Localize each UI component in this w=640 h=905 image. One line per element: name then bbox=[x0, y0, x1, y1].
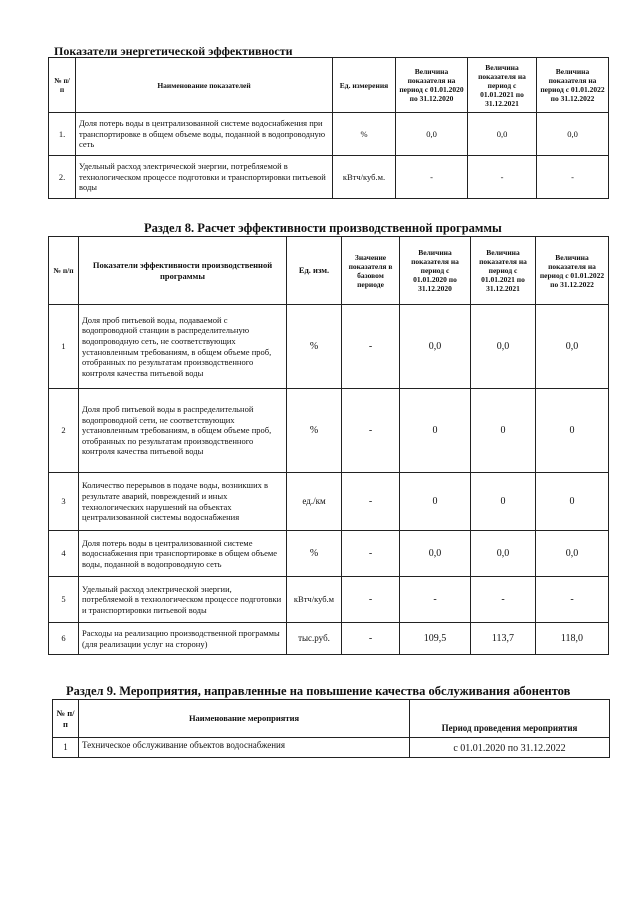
header-num: № п/п bbox=[49, 237, 79, 305]
row-base: - bbox=[342, 531, 400, 577]
row-2020: 0 bbox=[400, 389, 471, 473]
row-unit: % bbox=[333, 113, 396, 156]
header-name: Наименование мероприятия bbox=[79, 700, 410, 738]
row-2021: 113,7 bbox=[471, 623, 536, 655]
header-period: Период проведения мероприятия bbox=[410, 700, 610, 738]
row-unit: % bbox=[287, 305, 342, 389]
row-name: Доля потерь воды в централизованной системе водоснабжения при транспортировке в общем объеме воды, поданной в водопроводную сеть bbox=[76, 113, 333, 156]
header-2021: Величина показателя на период с 01.01.2021 по 31.12.2021 bbox=[468, 58, 537, 113]
row-name: Количество перерывов в подаче воды, возникших в результате аварий, повреждений и иных технологических нарушений на объектах централизованной системы водоснабжения bbox=[79, 473, 287, 531]
row-period: с 01.01.2020 по 31.12.2022 bbox=[410, 738, 610, 758]
row-2020: - bbox=[396, 156, 468, 199]
row-base: - bbox=[342, 623, 400, 655]
row-name: Удельный расход электрической энергии, потребляемой в технологическом процессе подготовки и транспортировки питьевой воды bbox=[76, 156, 333, 199]
energy-section-title: Показатели энергетической эффективности bbox=[54, 44, 293, 58]
row-name: Доля проб питьевой воды, подаваемой с водопроводной станции в распределительную водопроводную сеть, не соответствующих установленным требованиям, в общем объеме проб, отобранных по результатам производственного контроля качества питьевой воды bbox=[79, 305, 287, 389]
row-num: 3 bbox=[49, 473, 79, 531]
row-num: 2 bbox=[49, 389, 79, 473]
row-2020: 0,0 bbox=[400, 305, 471, 389]
header-unit: Ед. изм. bbox=[287, 237, 342, 305]
row-2020: 0,0 bbox=[400, 531, 471, 577]
header-2021: Величина показателя на период с 01.01.2021 по 31.12.2021 bbox=[471, 237, 536, 305]
row-2021: 0,0 bbox=[468, 113, 537, 156]
row-num: 2. bbox=[49, 156, 76, 199]
row-base: - bbox=[342, 305, 400, 389]
table-row bbox=[49, 473, 609, 531]
row-2022: - bbox=[537, 156, 609, 199]
row-base: - bbox=[342, 577, 400, 623]
row-2021: 0,0 bbox=[471, 531, 536, 577]
row-num: 6 bbox=[49, 623, 79, 655]
row-2022: 0,0 bbox=[536, 531, 609, 577]
table-row bbox=[49, 305, 609, 389]
table-row bbox=[49, 531, 609, 577]
row-2021: 0,0 bbox=[471, 305, 536, 389]
header-name: Показатели эффективности производственной программы bbox=[79, 237, 287, 305]
row-2021: - bbox=[471, 577, 536, 623]
energy-header-row bbox=[49, 58, 609, 113]
row-2022: 0,0 bbox=[537, 113, 609, 156]
row-num: 4 bbox=[49, 531, 79, 577]
table-row bbox=[49, 623, 609, 655]
table-row bbox=[49, 389, 609, 473]
header-name: Наименование показателей bbox=[76, 58, 333, 113]
header-unit: Ед. измерения bbox=[333, 58, 396, 113]
table-row bbox=[49, 577, 609, 623]
row-2020: 109,5 bbox=[400, 623, 471, 655]
row-2021: 0 bbox=[471, 473, 536, 531]
section8-header-row bbox=[49, 237, 609, 305]
row-unit: кВтч/куб.м bbox=[287, 577, 342, 623]
row-2020: 0 bbox=[400, 473, 471, 531]
row-num: 5 bbox=[49, 577, 79, 623]
header-base: Значение показателя в базовом периоде bbox=[342, 237, 400, 305]
table-row bbox=[53, 738, 610, 758]
row-unit: % bbox=[287, 531, 342, 577]
row-2020: 0,0 bbox=[396, 113, 468, 156]
row-2020: - bbox=[400, 577, 471, 623]
row-name: Расходы на реализацию производственной программы (для реализации услуг на сторону) bbox=[79, 623, 287, 655]
row-num: 1 bbox=[53, 738, 79, 758]
header-2022: Величина показателя на период с 01.01.2022 по 31.12.2022 bbox=[536, 237, 609, 305]
section8-title: Раздел 8. Расчет эффективности производственной программы bbox=[144, 221, 502, 235]
header-num: № п/п bbox=[49, 58, 76, 113]
section9-table bbox=[52, 699, 610, 758]
section8-table bbox=[48, 236, 609, 655]
row-base: - bbox=[342, 389, 400, 473]
header-num: № п/п bbox=[53, 700, 79, 738]
row-2021: 0 bbox=[471, 389, 536, 473]
row-2022: 118,0 bbox=[536, 623, 609, 655]
row-name: Доля проб питьевой воды в распределительной водопроводной сети, не соответствующих установленным требованиям, в общем объеме проб, отобранных по результатам производственного контроля качества питьевой воды bbox=[79, 389, 287, 473]
row-2022: 0,0 bbox=[536, 305, 609, 389]
row-2022: 0 bbox=[536, 473, 609, 531]
row-unit: ед./км bbox=[287, 473, 342, 531]
row-name: Техническое обслуживание объектов водоснабжения bbox=[79, 738, 410, 758]
row-base: - bbox=[342, 473, 400, 531]
row-num: 1 bbox=[49, 305, 79, 389]
header-2022: Величина показателя на период с 01.01.2022 по 31.12.2022 bbox=[537, 58, 609, 113]
header-2020: Величина показателя на период с 01.01.2020 по 31.12.2020 bbox=[396, 58, 468, 113]
row-num: 1. bbox=[49, 113, 76, 156]
section9-header-row bbox=[53, 700, 610, 738]
energy-table bbox=[48, 57, 609, 199]
section9-title: Раздел 9. Мероприятия, направленные на повышение качества обслуживания абонентов bbox=[66, 684, 571, 698]
row-unit: тыс.руб. bbox=[287, 623, 342, 655]
header-2020: Величина показателя на период с 01.01.2020 по 31.12.2020 bbox=[400, 237, 471, 305]
table-row bbox=[49, 156, 609, 199]
table-row bbox=[49, 113, 609, 156]
row-unit: % bbox=[287, 389, 342, 473]
row-2021: - bbox=[468, 156, 537, 199]
row-unit: кВтч/куб.м. bbox=[333, 156, 396, 199]
row-name: Доля потерь воды в централизованной системе водоснабжения при транспортировке в общем объеме воды, поданной в водопроводную сеть bbox=[79, 531, 287, 577]
row-2022: - bbox=[536, 577, 609, 623]
row-2022: 0 bbox=[536, 389, 609, 473]
row-name: Удельный расход электрической энергии, потребляемой в технологическом процессе подготовки и транспортировки питьевой воды bbox=[79, 577, 287, 623]
